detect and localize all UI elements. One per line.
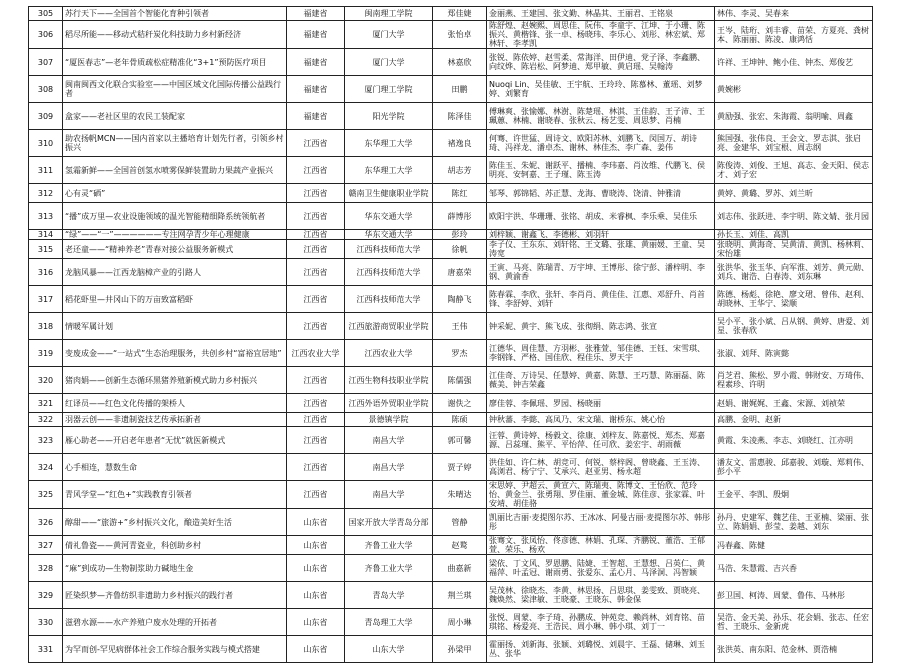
leader-cell: 徐帆 [433,240,487,259]
province-cell: 江西省 [287,230,345,240]
leader-cell: 胡志芳 [433,157,487,184]
province-cell: 江西省 [287,259,345,286]
tutors-cell: 黄霞、朱凌燕、李志、刘晓红、江亦明 [715,427,873,454]
school-cell: 国家开放大学青岛分部 [345,509,433,536]
members-cell: 张悦、周蒙、李子琦、孙鹏成、钟苑竞、赖尚林、刘育铭、苗琪铭、杨爱亮、王浩民、周小琳、韩小琪、刘丁一 [487,609,715,636]
members-cell: 江德华、周佳慧、方羽彬、张雅萱、邹佳德、王钰、宋雪琪、李钢锋、严格、国佳欣、程佳乐、罗天宇 [487,340,715,367]
table-row [29,367,873,394]
province-cell: 山东省 [287,609,345,636]
table-row [29,7,873,21]
members-cell: 洪佳如、许仁林、胡竞可、何锐、蔡梓阁、曾晓鑫、王玉涛、高浏君、杨宁宁、艾承兴、赵亚男、杨永超 [487,454,715,481]
province-cell: 福建省 [287,76,345,103]
school-cell: 景德镇学院 [345,413,433,427]
tutors-cell: 高鹏、金明、赵新 [715,413,873,427]
tutors-cell: 肖芝君、熊松、罗小霞、韩财安、万琦伟、程素珍、许明 [715,367,873,394]
school-cell: 齐鲁工业大学 [345,555,433,582]
province-cell: 江西省 [287,203,345,230]
members-cell: 陈舒煌、赵婉熙、周思佳、阮伟、李童宇、江坤、于小珊、陈振兴、黄楷锋、张一卓、杨晓玮、李乐心、刘彤、林宏斌、郑林轩、李孝凯 [487,21,715,49]
project-title-cell: 醇甜——“旅游+”乡村振兴文化，酿造美好生活 [63,509,287,536]
leader-cell: 朱晴达 [433,481,487,509]
table-row [29,203,873,230]
project-title-cell: 倩礼鲁瓷——黄河青瓷业，科创助乡村 [63,536,287,555]
school-cell: 赣南卫生健康职业学院 [345,184,433,203]
province-cell: 江西省 [287,454,345,481]
tutors-cell: 孙长玉、刘佳、高凯 [715,230,873,240]
members-cell: 张骞文、张凤怡、佟彦德、林娟、孔琛、齐鹏锐、董浩、王郁萱、荣乐、杨欢 [487,536,715,555]
tutors-cell: 许祥、王坤钟、鲍小佳、钟杰、郑俊艺 [715,49,873,76]
row-number-cell: 312 [29,184,63,203]
row-number-cell: 314 [29,230,63,240]
row-number-cell: 330 [29,609,63,636]
leader-cell: 曲嘉新 [433,555,487,582]
table-row [29,340,873,367]
project-title-cell: 雁心助老——开启老年患者“无忧”就医新模式 [63,427,287,454]
province-cell: 江西省 [287,184,345,203]
school-cell: 齐鲁工业大学 [345,536,433,555]
school-cell: 山东大学 [345,636,433,663]
table-row [29,103,873,130]
school-cell: 南昌大学 [345,454,433,481]
leader-cell: 陈硕 [433,413,487,427]
row-number-cell: 309 [29,103,63,130]
table-row [29,555,873,582]
project-title-cell: “厦医春志”—老年骨质疏松症精准化“3+1”预防医疗项目 [63,49,287,76]
school-cell: 闽南理工学院 [345,7,433,21]
project-title-cell: “绿”——“一”——————专注网孕青少年心理健康 [63,230,287,240]
table-row [29,636,873,663]
tutors-cell: 刘志伟、张跃进、李宇明、陈文婧、张月园 [715,203,873,230]
project-title-cell: “播”成万里—农业设施领域的温光智能精细降系统领航者 [63,203,287,230]
province-cell: 江西省 [287,286,345,313]
row-number-cell: 317 [29,286,63,313]
leader-cell: 陈红 [433,184,487,203]
project-title-cell: 红译员——红色文化传播的架桥人 [63,394,287,413]
school-cell: 江西外语外贸职业学院 [345,394,433,413]
school-cell: 东华理工大学 [345,157,433,184]
row-number-cell: 310 [29,130,63,157]
province-cell: 山东省 [287,582,345,609]
tutors-cell: 吴小平、张小斌、吕从钢、黄婷、唐爱、刘星、张春欣 [715,313,873,340]
members-cell: 欧阳宇洪、华珊珊、张铭、胡成、米睿枫、李乐乘、吴佳乐 [487,203,715,230]
leader-cell: 张怡卓 [433,21,487,49]
tutors-cell: 孙丹、史建军、魏艺佳、王亚楠、梁丽、张立、陈娟娟、彭莹、姜越、刘东 [715,509,873,536]
row-number-cell: 315 [29,240,63,259]
project-title-cell: “麻”到成功—生物制浆助力碱地生金 [63,555,287,582]
tutors-cell: 黄婉彬 [715,76,873,103]
members-cell: 李子仪、王东东、刘轩铭、王文璐、张雄、黄丽媛、王童、吴涛宽 [487,240,715,259]
province-cell: 江西省 [287,130,345,157]
province-cell: 山东省 [287,636,345,663]
members-cell: 陈佳玉、朱妮、谢跃平、播楠、李玮嘉、肖汝维、代鹏飞、侯明亮、安轲嘉、王子瑾、陈玉涛 [487,157,715,184]
row-number-cell: 319 [29,340,63,367]
tutors-cell: 王岑、陆珩、刘丰睿、苗荣、方夏亮、龚树本、陈丽丽、陈凌、康鸿恬 [715,21,873,49]
members-cell: 王寅、马亮、陈瑞青、万宇坤、王博彤、徐宁彭、潘梓明、李钢、黄渝香 [487,259,715,286]
project-title-cell: 变废成金——“一站式”生态治理服务，共创乡村“富裕宜居地” [63,340,287,367]
school-cell: 厦门理工学院 [345,76,433,103]
province-cell: 江西省 [287,157,345,184]
province-cell: 山东省 [287,536,345,555]
tutors-cell: 陈俊涛、刘俊、王旭、高志、金天阳、侯志才、刘子宏 [715,157,873,184]
row-number-cell: 306 [29,21,63,49]
row-number-cell: 305 [29,7,63,21]
members-cell: 何骞、许世猛、周诗文、欧阳苏林、刘鹏飞、闵国万、胡诗琦、冯祥龙、潘卓杰、谢林、林佳杰、李广森、姜伟 [487,130,715,157]
table-row [29,240,873,259]
table-row [29,509,873,536]
members-cell: Nuoqi Lin、吴佳敏、王宇航、王玲玲、陈慕林、董瑶、刘梦婷、刘繁育 [487,76,715,103]
project-title-cell: 盒家——老社区里的农民工装配家 [63,103,287,130]
members-cell: 汪蓉、黄诗婷、杨毅文、徐康、刘梓友、陈嘉悦、郑杰、郑嘉源、吕蕊瑾、熊平、平怡萍、任可欣、姜宏宇、胡雨薇 [487,427,715,454]
province-cell: 福建省 [287,7,345,21]
table-row [29,184,873,203]
school-cell: 江西科技师范大学 [345,286,433,313]
table-body [29,7,873,663]
tutors-cell: 熊国强、张伟良、王会文、罗志淇、张启亮、金建华、刘宝根、周志纲 [715,130,873,157]
school-cell: 南昌大学 [345,481,433,509]
province-cell: 江西省 [287,481,345,509]
leader-cell: 陈儒强 [433,367,487,394]
row-number-cell: 327 [29,536,63,555]
table-row [29,230,873,240]
school-cell: 东华理工大学 [345,130,433,157]
project-title-cell: 龙脑风暴——江西龙脑樟产业的引路人 [63,259,287,286]
table-row [29,609,873,636]
leader-cell: 贾子婷 [433,454,487,481]
leader-cell: 陶静飞 [433,286,487,313]
tutors-cell: 黄婷、黄璐、罗苏、刘兰昕 [715,184,873,203]
table-row [29,394,873,413]
row-number-cell: 325 [29,481,63,509]
province-cell: 福建省 [287,49,345,76]
leader-cell: 孙梁甲 [433,636,487,663]
leader-cell: 荆兰琪 [433,582,487,609]
province-cell: 江西省 [287,313,345,340]
members-cell: 凯丽比吉丽·麦提图尔苏、王冰冰、阿曼古丽·麦提图尔苏、韩彤彤 [487,509,715,536]
members-cell: 金丽燕、王建国、张文勤、林晶其、王丽君、王铭泉 [487,7,715,21]
table-row [29,130,873,157]
members-cell: 宋思婷、尹超云、黄宣六、陈瑞夷、陈博文、王怡欣、范玲怡、黄金兰、张勇翔、罗佳丽、董金城、陈佳彦、张家霖、叶安靖、胡佳骆 [487,481,715,509]
row-number-cell: 331 [29,636,63,663]
project-title-cell: 稻尽所能——移动式秸秆炭化科技助力乡村新经济 [63,21,287,49]
project-title-cell: 为罕而创-罕见病群体社会工作综合服务实践与模式搭建 [63,636,287,663]
tutors-cell: 张洪英、南东阳、范金林、贾浩楠 [715,636,873,663]
leader-cell: 褚逸良 [433,130,487,157]
school-cell: 厦门大学 [345,21,433,49]
leader-cell: 林嘉欣 [433,49,487,76]
project-title-cell: 苏行天下——全国首个智能化育种引领者 [63,7,287,21]
row-number-cell: 316 [29,259,63,286]
province-cell: 江西省 [287,367,345,394]
province-cell: 山东省 [287,509,345,536]
project-title-cell: 老还童——“精神养老”青春对接公益服务新模式 [63,240,287,259]
tutors-cell: 张洪华、张玉华、向军淮、刘芳、黄元勋、刘兵、谢浩、白春涛、刘东琳 [715,259,873,286]
members-cell: 刘梓颖、谢鑫飞、李德彬、刘羽轩 [487,230,715,240]
members-cell: 张锐、陈依婷、赵雪柔、常海洋、田伊迪、党子泽、李鑫鹏、向纹烨、陈岩松、阿梦迪、郑甲敏、黄启瑶、吴翰涛 [487,49,715,76]
leader-cell: 薛博彤 [433,203,487,230]
province-cell: 山东省 [287,555,345,582]
members-cell: 陈春霖、李欣、张轩、李肖肖、黄佳佳、江惠、邓舒升、肖首锋、李舒婷、刘轩 [487,286,715,313]
project-title-cell: 心有灵“硒” [63,184,287,203]
table-row [29,481,873,509]
tutors-cell: 陈德、杨彪、徐艳、廖文珺、曾伟、赵利、胡晓林、王华宁、梁顺 [715,286,873,313]
province-cell: 福建省 [287,21,345,49]
project-title-cell: 心手相连，慧数生命 [63,454,287,481]
table-row [29,413,873,427]
tutors-cell: 冯春鑫、陈健 [715,536,873,555]
leader-cell: 郑佳婕 [433,7,487,21]
tutors-cell: 黄励强、张宏、朱海霞、翁明喻、周鑫 [715,103,873,130]
province-cell: 江西农业大学 [287,340,345,367]
province-cell: 江西省 [287,413,345,427]
table-row [29,76,873,103]
tutors-cell: 赵娟、谢娓娓、王鑫、宋源、刘祯荣 [715,394,873,413]
school-cell: 南昌大学 [345,427,433,454]
tutors-cell: 张淑、刘拜、陈寅懿 [715,340,873,367]
members-cell: 钟采妮、黄宇、熊飞成、张彻绢、陈志鸿、张宣 [487,313,715,340]
school-cell: 厦门大学 [345,49,433,76]
row-number-cell: 313 [29,203,63,230]
tutors-cell: 张晓明、黄海奇、吴黄清、黄凯、杨林莉、宋怡雄 [715,240,873,259]
project-title-cell: 情暖军属计划 [63,313,287,340]
project-table [28,6,873,663]
leader-cell: 唐嘉荣 [433,259,487,286]
school-cell: 江西科技师范大学 [345,240,433,259]
row-number-cell: 307 [29,49,63,76]
table-row [29,157,873,184]
row-number-cell: 311 [29,157,63,184]
school-cell: 青岛大学 [345,582,433,609]
project-title-cell: 闽南闽西文化联合实验室——中国区域文化国际传播公益践行者 [63,76,287,103]
leader-cell: 郭可馨 [433,427,487,454]
table-row [29,536,873,555]
row-number-cell: 322 [29,413,63,427]
row-number-cell: 308 [29,76,63,103]
project-title-cell: 羽器云创——非遗制瓷技艺传承拓新者 [63,413,287,427]
row-number-cell: 323 [29,427,63,454]
table-row [29,582,873,609]
members-cell: 江佳奇、万诗吴、任慧婷、黄嘉、陈慧、王巧慧、陈丽磊、陈薇美、钟吉荣鑫 [487,367,715,394]
table-row [29,427,873,454]
project-title-cell: 滋碧水源——水产养殖户废水处理的开拓者 [63,609,287,636]
table-row [29,313,873,340]
project-title-cell: 匠染织梦—齐鲁纺织非遗助力乡村振兴的践行者 [63,582,287,609]
members-cell: 廖佳蓉、李佩瑶、罗园、杨晓丽 [487,394,715,413]
school-cell: 华东交通大学 [345,230,433,240]
province-cell: 江西省 [287,427,345,454]
leader-cell: 陈泽佳 [433,103,487,130]
table-row [29,286,873,313]
school-cell: 江西科技师范大学 [345,259,433,286]
members-cell: 傅琳爽、张愉娜、林澍、陈楚瑶、林淇、王佳韵、王子沛、王珮蕙、林楠、谢晓春、张秋云、杨艺雯、周思梦、肖楠 [487,103,715,130]
row-number-cell: 320 [29,367,63,394]
school-cell: 青岛理工大学 [345,609,433,636]
row-number-cell: 321 [29,394,63,413]
members-cell: 梁依、丁文风、罗恩鹏、陆婕、王智超、王慧想、吕英仁、黄福萍、叶孟冠、谢雨勇、张爱东、孟心月、马泽洞、冯智颖 [487,555,715,582]
leader-cell: 周小琳 [433,609,487,636]
members-cell: 邹琴、郭锦韬、苏正慧、龙海、曹晓涛、饶清、钟雅清 [487,184,715,203]
tutors-cell: 林伟、李灵、吴春来 [715,7,873,21]
leader-cell: 田鹏 [433,76,487,103]
project-title-cell: 稻花虾里—井冈山下的万亩致富稻虾 [63,286,287,313]
leader-cell: 彭玲 [433,230,487,240]
province-cell: 江西省 [287,394,345,413]
row-number-cell: 328 [29,555,63,582]
members-cell: 钟秋蕃、李懿、高凤乃、宋文瑞、谢桥东、姚心怡 [487,413,715,427]
school-cell: 阳光学院 [345,103,433,130]
leader-cell: 罗杰 [433,340,487,367]
tutors-cell: 吴浩、金天美、孙乐、花会娟、张志、任宏哲、王晓乐、金新虎 [715,609,873,636]
project-title-cell: 猪肉娟——创新生态循环黑猪养殖新模式助力乡村振兴 [63,367,287,394]
school-cell: 华东交通大学 [345,203,433,230]
project-title-cell: 氢霜新鲜——全国首创氢水喷雾保鲜装置助力果蔬产业振兴 [63,157,287,184]
row-number-cell: 324 [29,454,63,481]
school-cell: 江西旅游商贸职业学院 [345,313,433,340]
row-number-cell: 318 [29,313,63,340]
school-cell: 江西生物科技职业学院 [345,367,433,394]
row-number-cell: 326 [29,509,63,536]
members-cell: 霍丽扬、刘新海、张颖、刘璐悦、刘晨宇、王磊、储琳、刘玉丛、张华 [487,636,715,663]
tutors-cell: 王金平、李凯、殷炯 [715,481,873,509]
table-row [29,454,873,481]
row-number-cell: 329 [29,582,63,609]
tutors-cell: 马浩、朱慧霞、吉兴香 [715,555,873,582]
leader-cell: 谢佚之 [433,394,487,413]
province-cell: 福建省 [287,103,345,130]
table-row [29,259,873,286]
table-row [29,49,873,76]
table-row [29,21,873,49]
leader-cell: 管静 [433,509,487,536]
tutors-cell: 彭卫国、柯涛、周蒙、鲁伟、马林彤 [715,582,873,609]
members-cell: 吴茂林、徐晓杰、李黄、林思扬、吕思琪、姜雯致、贾晓亮、魏焕然、梁津敏、王晓豪、王晓东、韩金保 [487,582,715,609]
project-title-cell: 助农扬帆MCN——国内首家以主播培育计划先行者，引领乡村振兴 [63,130,287,157]
school-cell: 江西农业大学 [345,340,433,367]
province-cell: 江西省 [287,240,345,259]
project-title-cell: 青风学堂—“红色+”实践教育引领者 [63,481,287,509]
tutors-cell: 潘友文、雷惠骏、邱嘉骏、刘璇、郑莉伟、彭小平 [715,454,873,481]
leader-cell: 赵鹜 [433,536,487,555]
leader-cell: 王伟 [433,313,487,340]
